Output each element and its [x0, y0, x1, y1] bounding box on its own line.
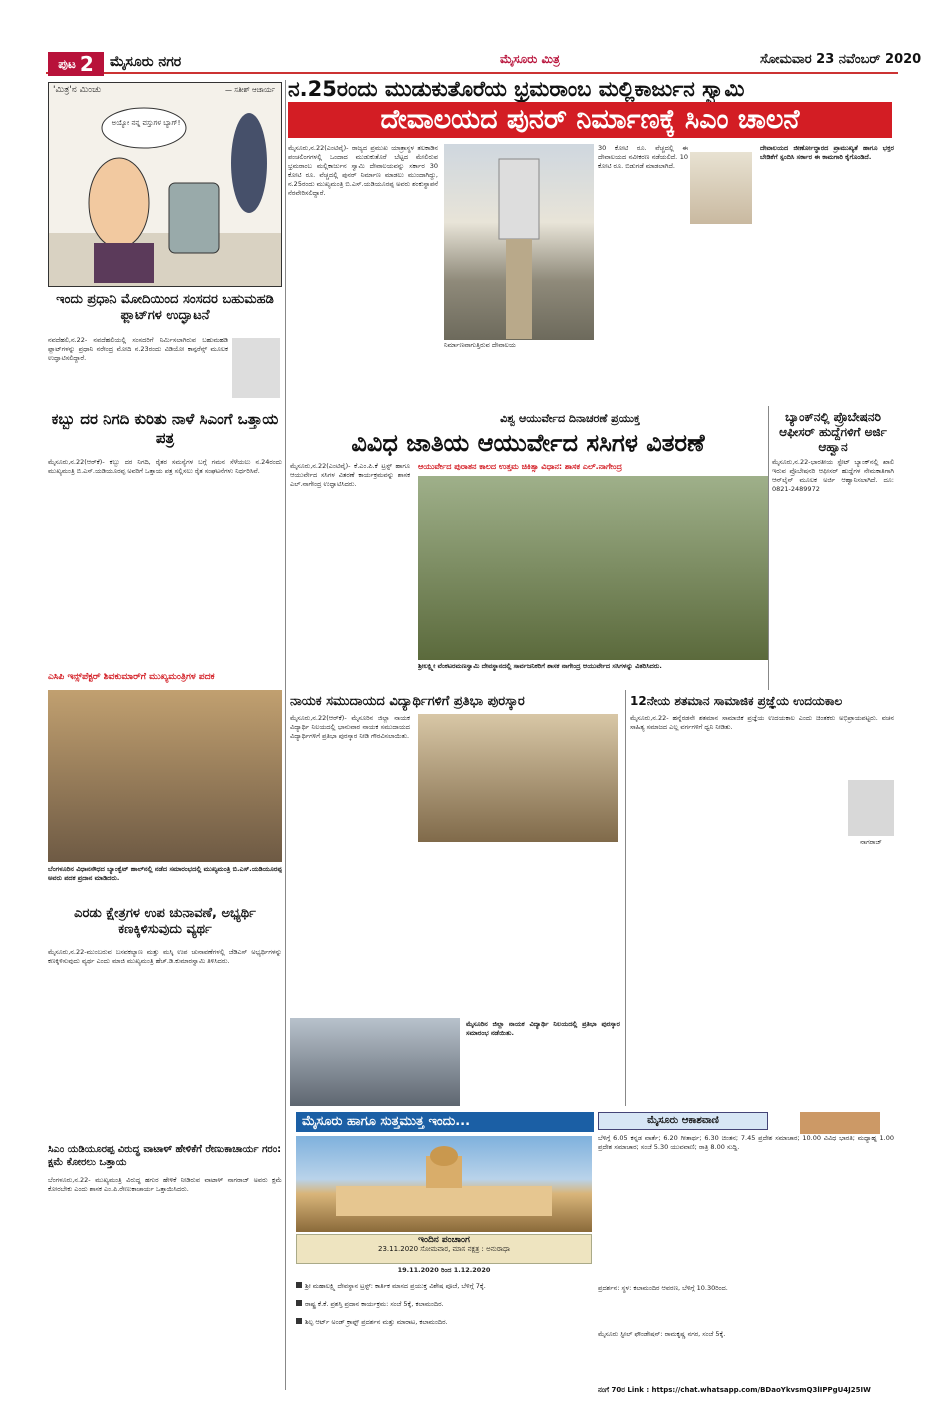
ayurveda-kicker: ವಿಶ್ವ ಆಯುರ್ವೇದ ದಿನಾಚರಣೆ ಪ್ರಯುಕ್ತ [500, 412, 640, 425]
page-number-badge [48, 52, 104, 76]
event-2 [296, 1300, 592, 1309]
radio-title: ಮೈಸೂರು ಆಕಾಶವಾಣಿ [598, 1112, 768, 1130]
lead-body-2: 30 ಕೋಟಿ ರೂ. ವೆಚ್ಚದಲ್ಲಿ ಈ ದೇವಾಲಯದ ನವೀಕರಣ ನಡೆಯಲಿದೆ. 10 ಕೋಟಿ ರೂ. ಬಿಡುಗಡೆ ಮಾಡಲಾಗಿದೆ. [598, 144, 688, 170]
modi-body: ನವದೆಹಲಿ,ನ.22- ನವದೆಹಲಿಯಲ್ಲಿ ಸಂಸದರಿಗೆ ನಿರ್ಮಿಸಲಾಗಿರುವ ಬಹುಮಹಡಿ ಫ್ಲಾಟ್‌ಗಳನ್ನು ಪ್ರಧಾನಿ ನರೇಂದ್ರ ಮೋದಿ ನ.23ರಂದು ವಿಡಿಯೋ ಕಾನ್ಫರೆನ್ಸ್ ಮೂಲಕ ಉದ್ಘಾಟಿಸಲಿದ್ದಾರೆ. [48, 336, 228, 362]
modi-photo [232, 338, 280, 398]
panchanga-title: ಇಂದಿನ ಪಂಚಾಂಗ [418, 1235, 470, 1245]
radio-icon [800, 1112, 880, 1134]
event-5: ಮೈಸೂರು ಸ್ಟೀಲ್ ಫೌಂಡೇಷನ್: ರಾಮಕೃಷ್ಣ ನಗರ, ಸಂಜೆ 5ಕ್ಕೆ. [598, 1330, 726, 1338]
issue-date: ಸೋಮವಾರ 23 ನವೆಂಬರ್ 2020 [760, 52, 922, 67]
radio-schedule: ಬೆಳಿಗ್ಗೆ 6.05 ಕನ್ನಡ ವಾರ್ತೆ; 6.20 ಗೀತಾರ್ಥ; 6.30 ಚಿಂತನ; 7.45 ಪ್ರದೇಶ ಸಮಾಚಾರ; 10.00 ವಿವಿಧ ಭಾರತಿ; ಮಧ್ಯಾಹ್ನ 1.00 ಪ್ರದೇಶ ಸಮಾಚಾರ; ಸಂಜೆ 5.30 ಯುವವಾಣಿ; ರಾತ್ರಿ 8.00 ಸುದ್ದಿ. [598, 1134, 894, 1151]
bullet-icon [296, 1318, 302, 1324]
byelection-headline: ಎರಡು ಕ್ಷೇತ್ರಗಳ ಉಪ ಚುನಾವಣೆ, ಅಭ್ಯರ್ಥಿ ಕಣಕ್ಕಿಳಿಸುವುದು ವ್ಯರ್ಥ [74, 906, 256, 938]
bank-body: ಮೈಸೂರು,ನ.22-ಭಾರತೀಯ ಸ್ಟೇಟ್ ಬ್ಯಾಂಕ್‌ನಲ್ಲಿ ಖಾಲಿ ಇರುವ ಪ್ರೊಬೇಷನರಿ ಆಫೀಸರ್ ಹುದ್ದೆಗಳ ನೇಮಕಾತಿಗಾಗಿ ಆನ್‌ಲೈನ್ ಮೂಲಕ ಅರ್ಜಿ ಆಹ್ವಾನಿಸಲಾಗಿದೆ. ದೂ: 0821-2489972 [772, 458, 894, 493]
byelection-body: ಮೈಸೂರು,ನ.22-ಮುಂಬರುವ ಬಸವಕಲ್ಯಾಣ ಮತ್ತು ಮಸ್ಕಿ ಉಪ ಚುನಾವಣೆಗಳಲ್ಲಿ ಜೆಡಿಎಸ್ ಅಭ್ಯರ್ಥಿಗಳನ್ನು ಕಣಕ್ಕಿಳಿಸುವುದು ವ್ಯರ್ಥ ಎಂದು ಮಾಜಿ ಮುಖ್ಯಮಂತ್ರಿ ಹೆಚ್.ಡಿ.ಕುಮಾರಸ್ವಾಮಿ ತಿಳಿಸಿದರು. [48, 948, 282, 965]
cartoon [48, 82, 282, 287]
nayaka-photo-2 [290, 1018, 460, 1106]
lead-headline-line2: ದೇವಾಲಯದ ಪುನರ್ ನಿರ್ಮಾಣಕ್ಕೆ ಸಿಎಂ ಚಾಲನೆ [288, 102, 892, 138]
section-name: ಮೈಸೂರು ನಗರ [110, 54, 182, 70]
event-3-text: ಶಿಲ್ಪ ಆರ್ಟ್ ಅಂಡ್ ಕ್ರಾಫ್ಟ್ ಪ್ರದರ್ಶನ ಮತ್ತು ಮಾರಾಟ, ಕಲಾಮಂದಿರ. [305, 1318, 448, 1326]
cm-apology-headline: ಸಿಎಂ ಯಡಿಯೂರಪ್ಪ ವಿರುದ್ಧ ವಾಟಾಳ್ ಹೇಳಿಕೆಗೆ ರೇಣುಕಾಚಾರ್ಯ ಗರಂ: ಕ್ಷಮೆ ಕೋರಲು ಒತ್ತಾಯ [48, 1144, 282, 1168]
column-rule [285, 80, 286, 1390]
temple-photo-caption: ನಿರ್ಮಾಣವಾಗುತ್ತಿರುವ ದೇವಾಲಯ [444, 341, 516, 349]
cartoon-illustration [49, 83, 282, 287]
event-3 [296, 1318, 592, 1327]
sugarcane-body: ಮೈಸೂರು,ನ.22(ಆರ್‌ಕೆ)- ಕಬ್ಬು ದರ ನಿಗದಿ, ರೈತರ ಸಮಸ್ಯೆಗಳ ಬಗ್ಗೆ ಗಮನ ಸೆಳೆಯಲು ನ.24ರಂದು ಮುಖ್ಯಮಂತ್ರಿ ಬಿ.ಎಸ್.ಯಡಿಯೂರಪ್ಪ ಅವರಿಗೆ ಒತ್ತಾಯ ಪತ್ರ ಸಲ್ಲಿಸಲು ರೈತ ಸಂಘಟನೆಗಳು ನಿರ್ಧರಿಸಿವೆ. [48, 458, 282, 475]
event-4: ಪ್ರದರ್ಶನ: ಸ್ಥಳ: ಕಲಾಮಂದಿರ ಆವರಣ, ಬೆಳಿಗ್ಗೆ 10.30ರಿಂದ. [598, 1284, 728, 1292]
nayaka-caption: ಮೈಸೂರಿನ ಜಿಲ್ಲಾ ನಾಯಕ ವಿದ್ಯಾರ್ಥಿ ನಿಲಯದಲ್ಲಿ ಪ್ರತಿಭಾ ಪುರಸ್ಕಾರ ಸಮಾರಂಭ ನಡೆಯಿತು. [466, 1020, 620, 1037]
lead-sidebar: ದೇವಾಲಯದ ಜೀರ್ಣೋದ್ಧಾರದ ಪ್ರಾಮುಖ್ಯತೆ ಹಾಗೂ ಭಕ್ತರ ಬೇಡಿಕೆಗೆ ಸ್ಪಂದಿಸಿ ಸರ್ಕಾರ ಈ ಕಾಮಗಾರಿ ಕೈಗೊಂಡಿದೆ. [760, 144, 894, 161]
ayurveda-photo [418, 476, 768, 660]
cartoon-title: 'ಮಿತ್ರ'ನ ಮಿಂಚು [53, 85, 102, 95]
page-label: ಪುಟ [58, 56, 76, 71]
column-rule [768, 406, 769, 690]
police-medal-caption: ಬೆಂಗಳೂರಿನ ವಿಧಾನಸೌಧದ ಬ್ಯಾಂಕ್ವೆಟ್ ಹಾಲ್‌ನಲ್ಲಿ ನಡೆದ ಸಮಾರಂಭದಲ್ಲಿ ಮುಖ್ಯಮಂತ್ರಿ ಬಿ.ಎಸ್.ಯಡಿಯೂರಪ್ಪ ಅವರು ಪದಕ ಪ್ರದಾನ ಮಾಡಿದರು. [48, 865, 282, 882]
bank-headline: ಬ್ಯಾಂಕ್‌ನಲ್ಲಿ ಪ್ರೊಬೇಷನರಿ ಆಫೀಸರ್ ಹುದ್ದೆಗಳಿಗೆ ಅರ್ಜಿ ಆಹ್ವಾನ [779, 410, 887, 454]
cm-apology-body: ಬೆಂಗಳೂರು,ನ.22- ಮುಖ್ಯಮಂತ್ರಿ ವಿರುದ್ಧ ಹಗುರ ಹೇಳಿಕೆ ನೀಡಿರುವ ವಾಟಾಳ್ ನಾಗರಾಜ್ ಅವರು ಕ್ಷಮೆ ಕೋರಬೇಕು ಎಂದು ಶಾಸಕ ಎಂ.ಪಿ.ರೇಣುಕಾಚಾರ್ಯ ಒತ್ತಾಯಿಸಿದರು. [48, 1176, 282, 1193]
temple-photo [444, 144, 594, 340]
column-rule [625, 690, 626, 1106]
lead-body-1: ಮೈಸೂರು,ನ.22(ಎಂಟಿವೈ)- ರಾಜ್ಯದ ಪ್ರಮುಖ ಯಾತ್ರಾಸ್ಥಳ ತಲಕಾಡಿನ ಪಂಚಲಿಂಗಗಳಲ್ಲಿ ಒಂದಾದ ಮುಡುಕುತೊರೆ ಬೆಟ್ಟದ ಮೇಲಿರುವ ಭ್ರಮರಾಂಬ ಮಲ್ಲಿಕಾರ್ಜುನ ಸ್ವಾಮಿ ದೇವಾಲಯವನ್ನು ಸರ್ಕಾರ 30 ಕೋಟಿ ರೂ. ವೆಚ್ಚದಲ್ಲಿ ಪುನರ್ ನಿರ್ಮಾಣ ಮಾಡಲು ಮುಂದಾಗಿದ್ದು, ನ.25ರಂದು ಮುಖ್ಯಮಂತ್ರಿ ಬಿ.ಎಸ್.ಯಡಿಯೂರಪ್ಪ ಅವರು ಶಂಕುಸ್ಥಾಪನೆ ನೆರವೇರಿಸಲಿದ್ದಾರೆ. [288, 144, 438, 197]
lead-headline-line1: ನ.25ರಂದು ಮುಡುಕುತೊರೆಯ ಭ್ರಮರಾಂಬ ಮಲ್ಲಿಕಾರ್ಜುನ ಸ್ವಾಮಿ [288, 77, 745, 101]
cm-photo [690, 152, 752, 224]
ayurveda-caption: ಶ್ರೀಲಕ್ಷ್ಮೀ ವೆಂಕಟರಮಣಸ್ವಾಮಿ ದೇವಸ್ಥಾನದಲ್ಲಿ ಸಾರ್ವಜನಿಕರಿಗೆ ಶಾಸಕ ನಾಗೇಂದ್ರ ಆಯುರ್ವೇದ ಸಸಿಗಳನ್ನು ವಿತರಿಸಿದರು. [418, 662, 662, 670]
ayurveda-body: ಮೈಸೂರು,ನ.22(ಎಂಟಿವೈ)- ಕೆ.ಎಂ.ಪಿ.ಕೆ ಟ್ರಸ್ಟ್ ಹಾಗೂ ಆಯುರ್ವೇದ ಸಸಿಗಳ ವಿತರಣೆ ಕಾರ್ಯಕ್ರಮವನ್ನು ಶಾಸಕ ಎಲ್.ನಾಗೇಂದ್ರ ಉದ್ಘಾಟಿಸಿದರು. [290, 462, 410, 488]
nayaka-body: ಮೈಸೂರು,ನ.22(ಆರ್‌ಕೆ)- ಮೈಸೂರಿನ ಜಿಲ್ಲಾ ನಾಯಕ ವಿದ್ಯಾರ್ಥಿ ನಿಲಯದಲ್ಲಿ ಭಾನುವಾರ ನಾಯಕ ಸಮುದಾಯದ ವಿದ್ಯಾರ್ಥಿಗಳಿಗೆ ಪ್ರತಿಭಾ ಪುರಸ್ಕಾರ ನೀಡಿ ಗೌರವಿಸಲಾಯಿತು. [290, 714, 410, 740]
page-number: 2 [79, 52, 94, 76]
bullet-icon [296, 1282, 302, 1288]
police-medal-photo [48, 690, 282, 862]
century-headline: 12ನೇಯ ಶತಮಾನ ಸಾಮಾಜಿಕ ಪ್ರಜ್ಞೆಯ ಉದಯಕಾಲ [630, 694, 843, 708]
palace-photo [296, 1136, 592, 1232]
cartoon-bubble: ಅಯ್ಯೋ ನನ್ನ ವಸ್ತುಗಳ ಬ್ಯಾಗ್! [111, 119, 181, 127]
ayurveda-tag: ಆಯುರ್ವೇದ ಪುರಾತನ ಕಾಲದ ಉತ್ತಮ ಚಿಕಿತ್ಸಾ ವಿಧಾನ: ಶಾಸಕ ಎಲ್.ನಾಗೇಂದ್ರ [418, 462, 622, 471]
century-photo-caption: ನಾಗರಾಜ್ [860, 838, 882, 846]
ayurveda-headline: ವಿವಿಧ ಜಾತಿಯ ಆಯುರ್ವೇದ ಸಸಿಗಳ ವಿತರಣೆ [351, 429, 705, 457]
today-banner: ಮೈಸೂರು ಹಾಗೂ ಸುತ್ತಮುತ್ತ ಇಂದು... [296, 1112, 594, 1132]
century-photo [848, 780, 894, 836]
bullet-icon [296, 1300, 302, 1306]
sugarcane-headline: ಕಬ್ಬು ದರ ನಿಗದಿ ಕುರಿತು ನಾಳೆ ಸಿಎಂಗೆ ಒತ್ತಾಯ ಪತ್ರ [51, 410, 279, 447]
panchanga-line2: 19.11.2020 ರಿಂದ 1.12.2020 [397, 1266, 491, 1274]
nayaka-headline: ನಾಯಕ ಸಮುದಾಯದ ವಿದ್ಯಾರ್ಥಿಗಳಿಗೆ ಪ್ರತಿಭಾ ಪುರಸ್ಕಾರ [290, 694, 525, 709]
panchanga-box [296, 1234, 592, 1264]
event-1-text: ಶ್ರೀ ಮಹಾಲಕ್ಷ್ಮಿ ದೇವಸ್ಥಾನ ಟ್ರಸ್ಟ್: ಕಾರ್ತಿಕ ಮಾಸದ ಪ್ರಯುಕ್ತ ವಿಶೇಷ ಪೂಜೆ, ಬೆಳಿಗ್ಗೆ 7ಕ್ಕೆ. [305, 1282, 486, 1290]
event-2-text: ರಾಷ್ಟ್ರ ಕೆ.ಕೆ. ಪ್ರಶಸ್ತಿ ಪ್ರದಾನ ಕಾರ್ಯಕ್ರಮ: ಸಂಜೆ 5ಕ್ಕೆ, ಕಲಾಮಂದಿರ. [305, 1300, 444, 1308]
panchanga-line1: 23.11.2020 ಸೋಮವಾರ, ಮಾಸ ನಕ್ಷತ್ರ : ಅನುರಾಧಾ [377, 1245, 511, 1253]
cartoon-author: — ಸತೀಶ್ ಆಚಾರ್ಯ [225, 86, 275, 94]
whatsapp-link[interactable]: ನಂಗೆ 70ರ Link : https://chat.whatsapp.com/BDaoYkvsmQ3lIPPgU4J25IW [598, 1386, 871, 1394]
century-body: ಮೈಸೂರು,ನ.22- ಹನ್ನೆರಡನೇ ಶತಮಾನ ಸಾಮಾಜಿಕ ಪ್ರಜ್ಞೆಯ ಉದಯಕಾಲ ಎಂದು ಚಿಂತಕರು ಅಭಿಪ್ರಾಯಪಟ್ಟರು. ವಚನ ಸಾಹಿತ್ಯ ಸಮಾಜದ ಎಲ್ಲ ವರ್ಗಗಳಿಗೆ ಧ್ವನಿ ನೀಡಿತು. [630, 714, 894, 731]
event-1 [296, 1282, 592, 1291]
masthead-logo: ಮೈಸೂರು ಮಿತ್ರ [500, 52, 560, 66]
police-medal-tag: ಎಸಿಪಿ ಇನ್ಸ್‌ಪೆಕ್ಟರ್ ಶಿವಕುಮಾರ್‌ಗೆ ಮುಖ್ಯಮಂತ್ರಿಗಳ ಪದಕ [48, 672, 215, 682]
nayaka-photo-1 [418, 714, 618, 842]
modi-headline: ಇಂದು ಪ್ರಧಾನಿ ಮೋದಿಯಿಂದ ಸಂಸದರ ಬಹುಮಹಡಿ ಫ್ಲಾಟ್‌ಗಳ ಉದ್ಘಾಟನೆ [56, 292, 274, 324]
